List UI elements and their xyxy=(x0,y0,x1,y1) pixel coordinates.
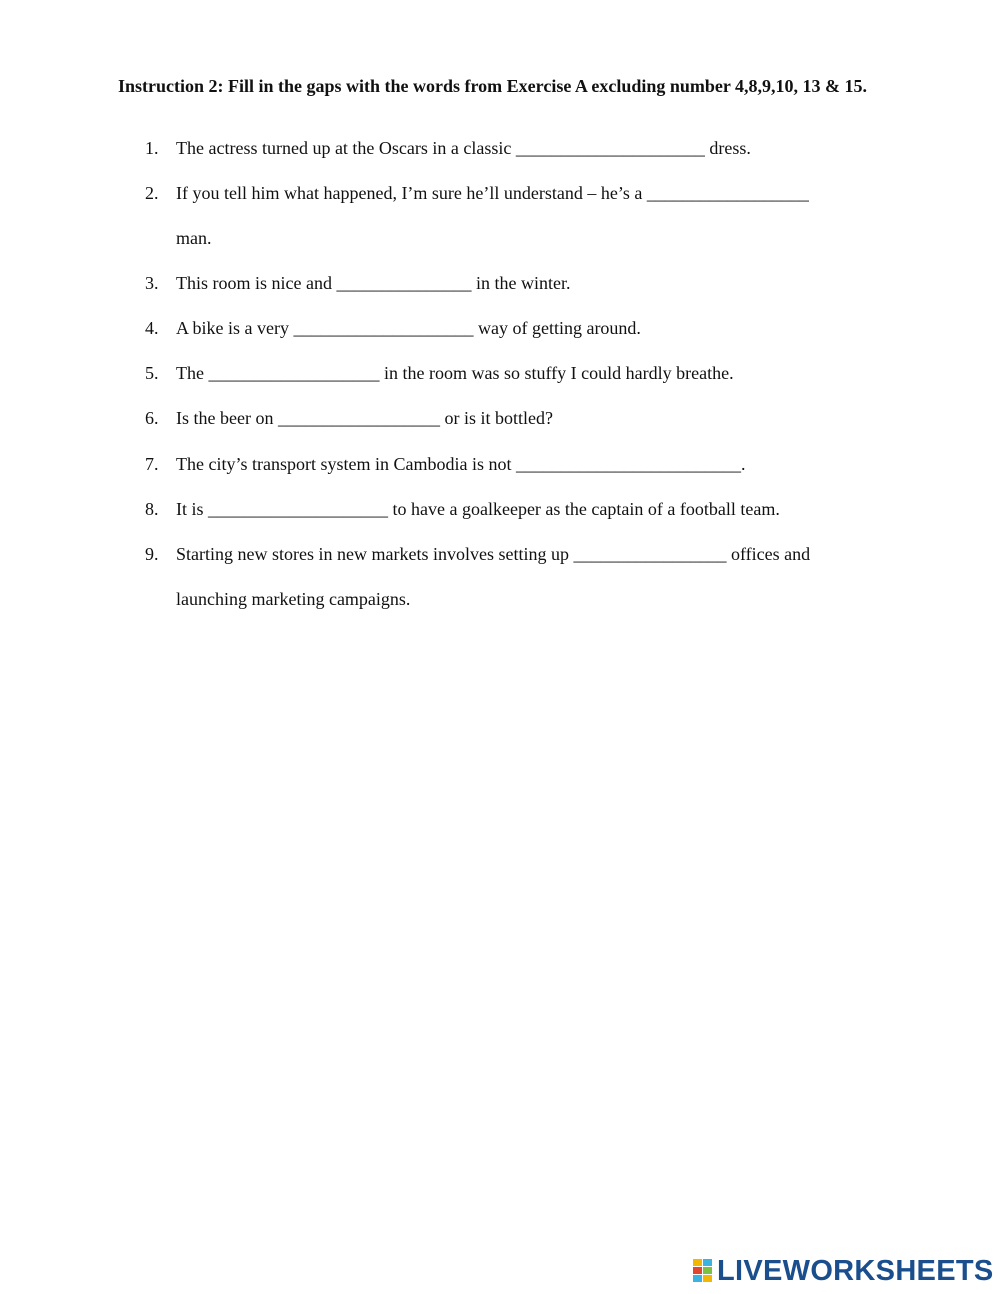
item-text: If you tell him what happened, I’m sure he’ll understand – he’s a __________________ xyxy=(176,183,809,203)
item-text: The actress turned up at the Oscars in a classic _____________________ dress. xyxy=(176,138,751,158)
liveworksheets-brand xyxy=(693,1256,994,1286)
item-number: 3. xyxy=(145,273,159,293)
item-number: 6. xyxy=(145,408,159,428)
item-number: 4. xyxy=(145,318,159,338)
item-number: 5. xyxy=(145,363,159,383)
instruction-heading: Instruction 2: Fill in the gaps with the words from Exercise A excluding number 4,8,9,10, 13 & 15. xyxy=(118,76,868,96)
item-text-continued: man. xyxy=(176,228,212,248)
brand-name: LIVEWORKSHEETS xyxy=(717,1255,994,1287)
item-number: 2. xyxy=(145,183,159,203)
item-text: Starting new stores in new markets involves setting up _________________ offices and xyxy=(176,544,811,564)
item-text: A bike is a very ____________________ way of getting around. xyxy=(176,318,641,338)
item-number: 7. xyxy=(145,454,159,474)
item-text-continued: launching marketing campaigns. xyxy=(176,589,411,609)
item-text: Is the beer on __________________ or is it bottled? xyxy=(176,408,553,428)
item-text: The city’s transport system in Cambodia is not _________________________. xyxy=(176,454,746,474)
liveworksheets-logo-icon xyxy=(693,1259,713,1283)
item-text: It is ____________________ to have a goalkeeper as the captain of a football team. xyxy=(176,499,780,519)
item-number: 1. xyxy=(145,138,159,158)
item-number: 9. xyxy=(145,544,159,564)
item-text: This room is nice and _______________ in the winter. xyxy=(176,273,571,293)
item-number: 8. xyxy=(145,499,159,519)
item-text: The ___________________ in the room was so stuffy I could hardly breathe. xyxy=(176,363,734,383)
